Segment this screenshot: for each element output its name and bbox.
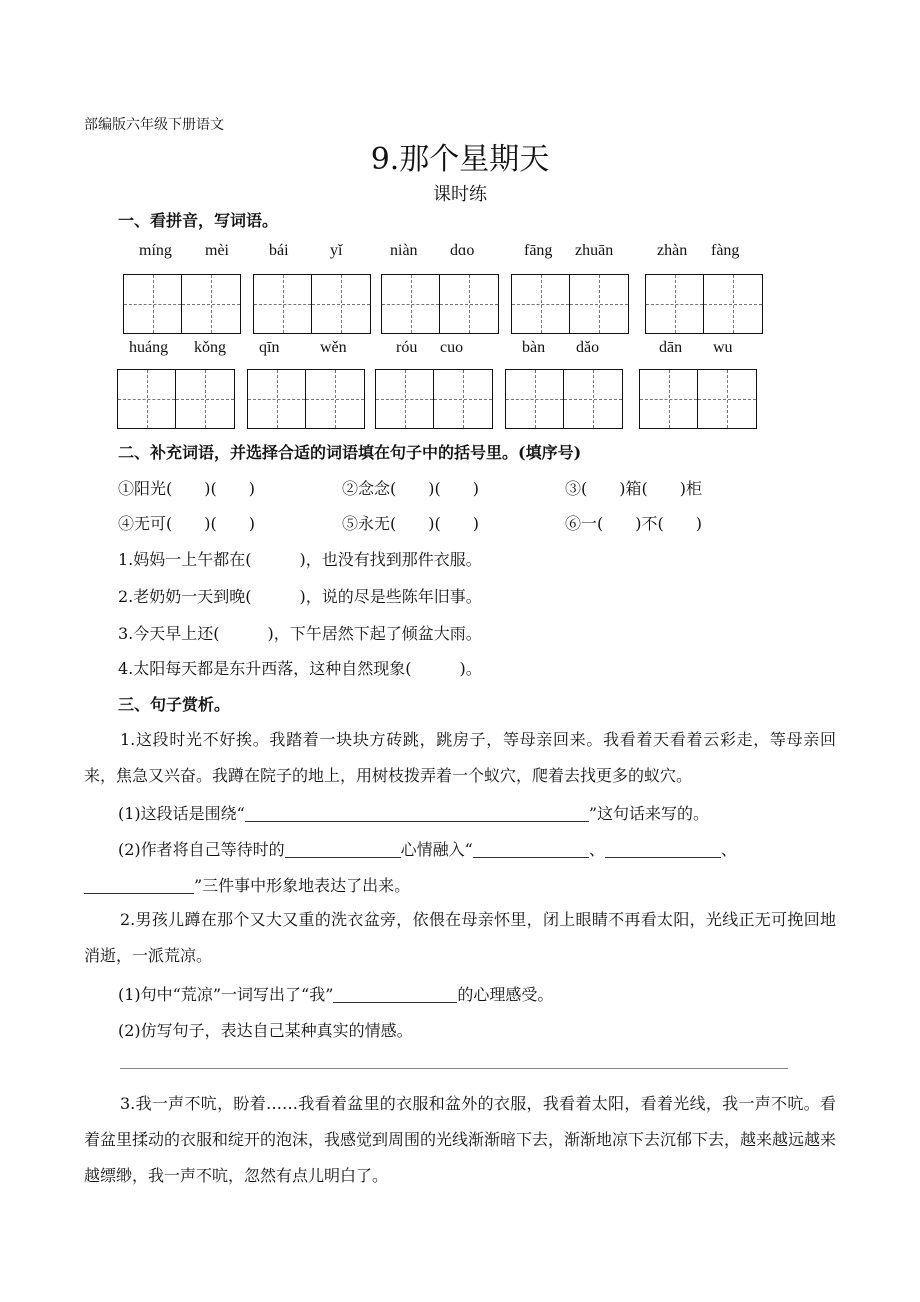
answer-blank[interactable] (285, 839, 401, 858)
pinyin: cuo (440, 339, 464, 356)
answer-blank[interactable] (84, 875, 194, 894)
pinyin: mèi (205, 242, 229, 259)
pinyin: bàn (522, 339, 546, 356)
pinyin: huáng (129, 339, 169, 356)
sentence[interactable]: 1.妈妈一上午都在( )，也没有找到那件衣服。 (118, 550, 482, 569)
pinyin: róu (396, 339, 418, 356)
writing-grid[interactable] (505, 369, 623, 429)
sentence[interactable]: 4.太阳每天都是东升西落，这种自然现象( )。 (118, 659, 482, 678)
question-1a (118, 801, 709, 824)
section2-heading: 二、补充词语，并选择合适的词语填在句子中的括号里。(填序号) (118, 443, 582, 462)
sentence[interactable]: 2.老奶奶一天到晚( )，说的尽是些陈年旧事。 (118, 587, 482, 606)
pinyin: míng (139, 242, 172, 259)
fill-item[interactable]: ①阳光( )( ) (118, 479, 255, 498)
section1-heading: 一、看拼音，写词语。 (118, 211, 279, 230)
answer-blank[interactable] (473, 839, 589, 858)
fill-item[interactable]: ③( )箱( )柜 (565, 479, 702, 498)
header-note: 部编版六年级下册语文 (84, 117, 224, 133)
question-2b: (2)仿写句子，表达自己某种真实的情感。 (118, 1021, 413, 1040)
passage-2: 2.男孩儿蹲在那个又大又重的洗衣盆旁，依偎在母亲怀里，闭上眼睛不再看太阳，光线正无可挽回地消逝，一派荒凉。 (84, 910, 836, 965)
pinyin: wu (713, 339, 733, 356)
pinyin: dǎo (576, 339, 600, 356)
sentence[interactable]: 3.今天早上还( )，下午居然下起了倾盆大雨。 (118, 624, 482, 643)
pinyin: zhuān (575, 242, 614, 259)
writing-grid[interactable] (645, 274, 763, 334)
question-text: (1)这段话是围绕“ (118, 804, 245, 823)
pinyin: zhàn (657, 242, 688, 259)
writing-grid[interactable] (247, 369, 365, 429)
passage-3: 3.我一声不吭，盼着……我看着盆里的衣服和盆外的衣服，我看着太阳，看着光线，我一声不吭。看着盆里揉动的衣服和绽开的泡沫，我感觉到周围的光线渐渐暗下去，渐渐地凉下去沉郁下去，越来越远越来越缥缈，我一声不吭，忽然有点儿明白了。 (84, 1094, 837, 1185)
pinyin: fāng (524, 242, 553, 259)
pinyin: bái (269, 242, 289, 259)
question-text: ”三件事中形象地表达了出来。 (194, 876, 411, 895)
separator: 、 (588, 840, 605, 859)
pinyin: dān (659, 339, 683, 356)
writing-grid[interactable] (375, 369, 493, 429)
question-text: (1)句中“荒凉”一词写出了“我” (118, 985, 334, 1004)
writing-grid[interactable] (117, 369, 235, 429)
answer-blank[interactable] (333, 984, 457, 1003)
writing-grid[interactable] (511, 274, 629, 334)
writing-grid[interactable] (381, 274, 499, 334)
answer-blank[interactable] (245, 803, 589, 822)
separator: 、 (720, 840, 737, 859)
fill-item[interactable]: ⑥一( )不( ) (565, 514, 702, 533)
page-subtitle: 课时练 (433, 184, 487, 205)
pinyin: fàng (711, 242, 740, 259)
pinyin: dɑo (450, 242, 475, 259)
answer-blank[interactable] (605, 839, 721, 858)
fill-item[interactable]: ⑤永无( )( ) (342, 514, 479, 533)
question-text: (2)作者将自己等待时的 (118, 840, 285, 859)
writing-grid[interactable] (123, 274, 241, 334)
pinyin: wěn (320, 339, 347, 356)
section3-heading: 三、句子赏析。 (118, 695, 231, 714)
writing-grid[interactable] (639, 369, 757, 429)
passage-1: 1.这段时光不好挨。我踏着一块块方砖跳，跳房子，等母亲回来。我看着天看着云彩走，等母亲回来，焦急又兴奋。我蹲在院子的地上，用树枝拨弄着一个蚁穴，爬着去找更多的蚁穴。 (84, 730, 836, 785)
pinyin: kǒng (194, 339, 226, 356)
page-title: 9.那个星期天 (370, 142, 550, 177)
fill-item[interactable]: ②念念( )( ) (342, 479, 479, 498)
fill-item[interactable]: ④无可( )( ) (118, 514, 255, 533)
question-1b-cont (84, 873, 410, 896)
pinyin: niàn (390, 242, 418, 259)
pinyin: qīn (259, 339, 280, 356)
answer-line[interactable] (120, 1068, 788, 1069)
question-text: ”这句话来写的。 (588, 804, 710, 823)
writing-grid[interactable] (253, 274, 371, 334)
question-text: 心情融入“ (400, 840, 473, 859)
question-1b (118, 837, 737, 860)
question-2a (118, 982, 553, 1005)
pinyin: yǐ (330, 242, 343, 259)
question-text: 的心理感受。 (457, 985, 554, 1004)
